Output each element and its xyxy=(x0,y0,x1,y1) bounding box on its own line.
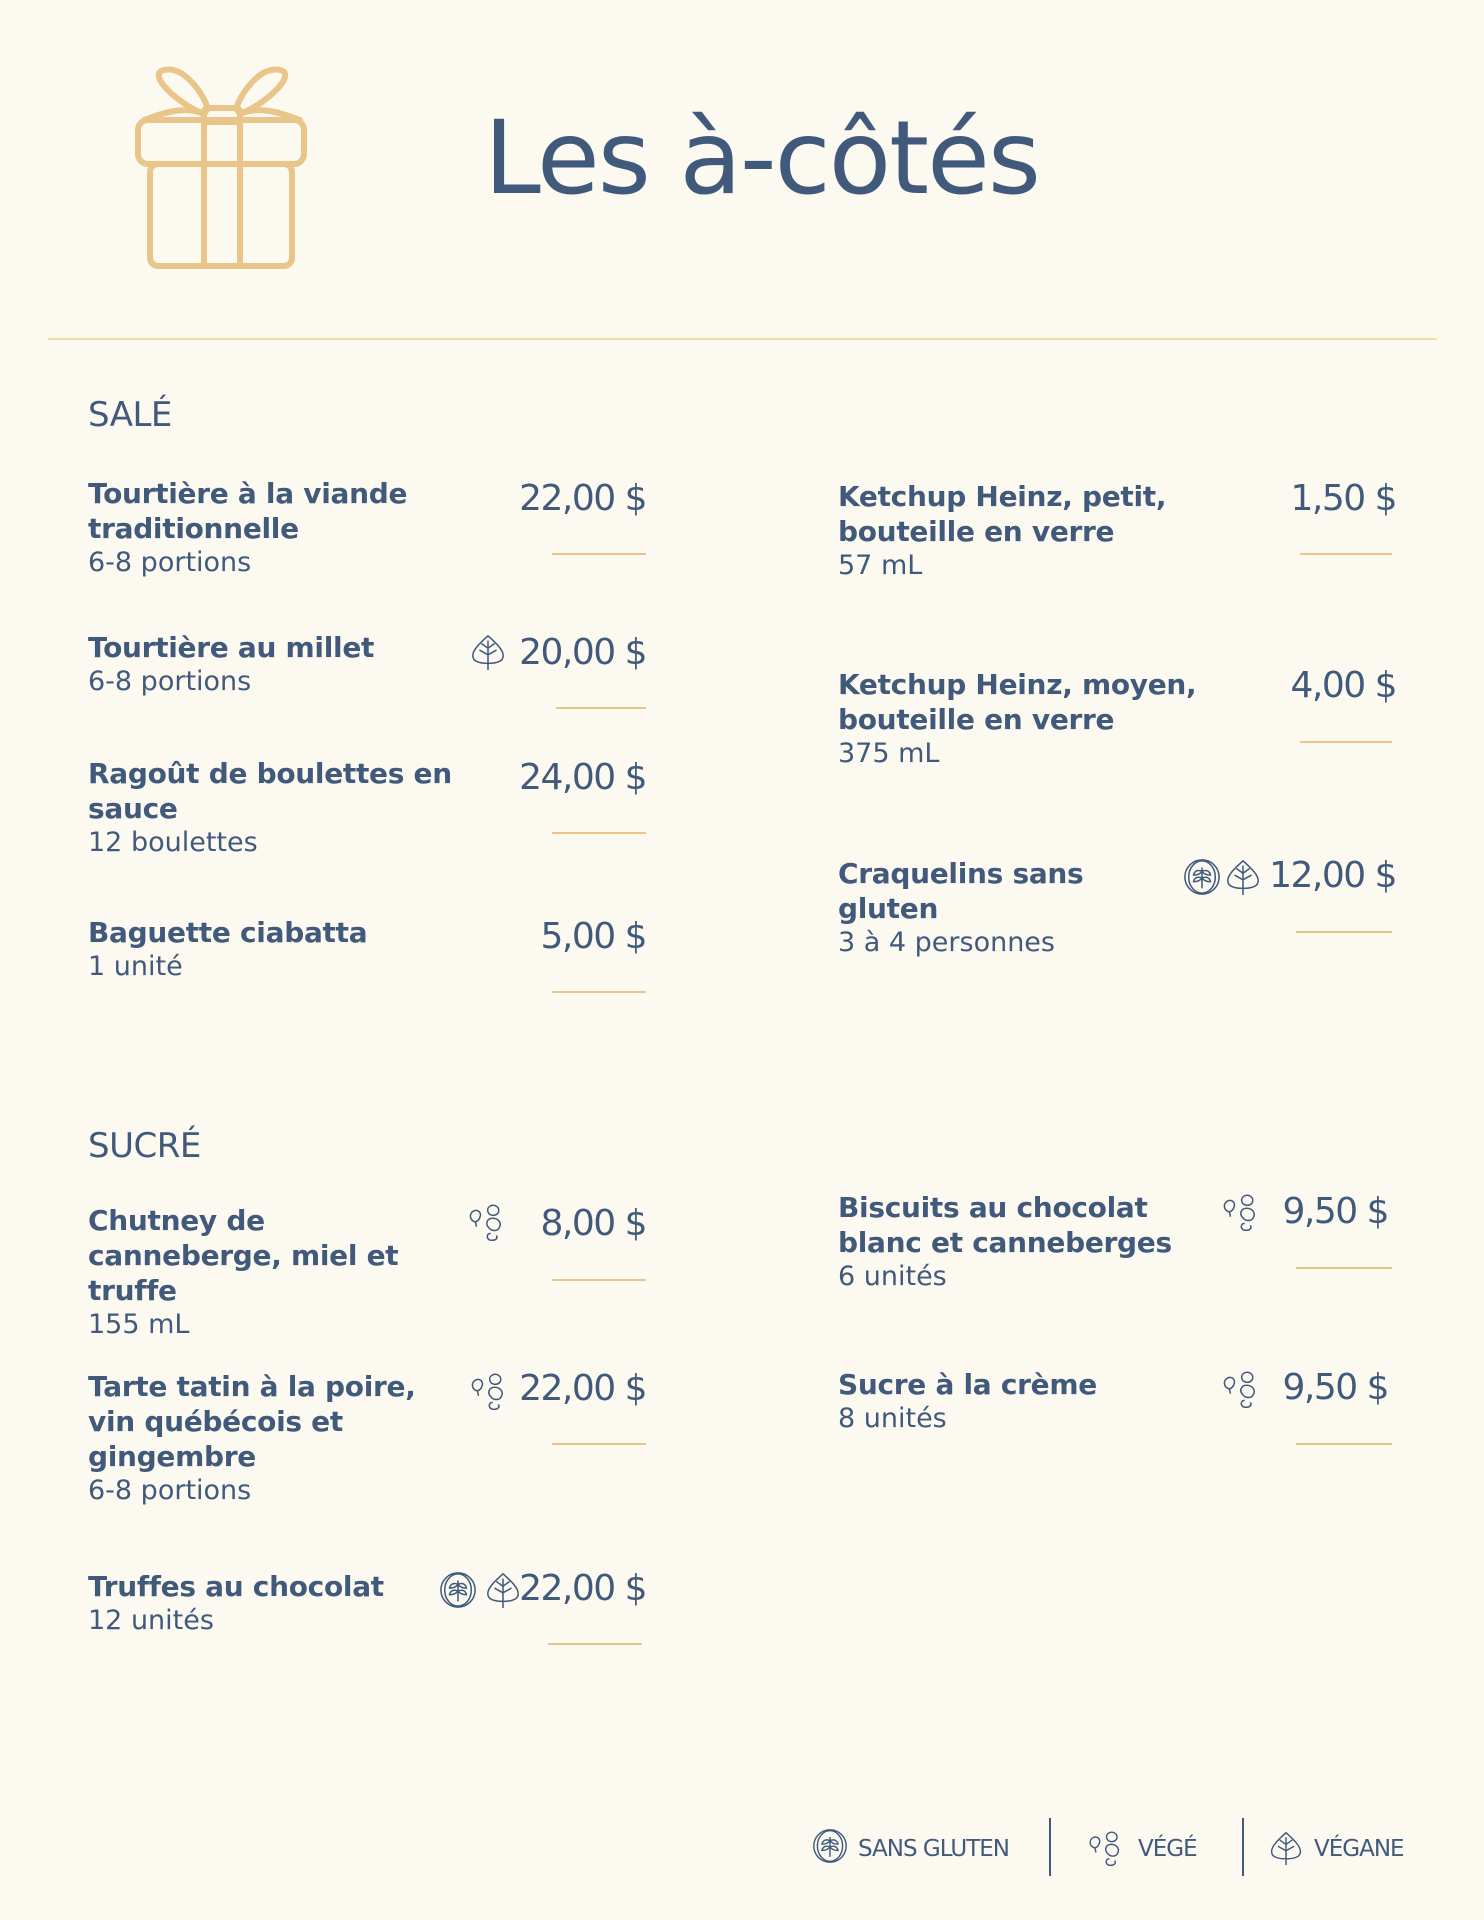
price-underline xyxy=(1300,553,1392,555)
item-desc: 6-8 portions xyxy=(88,547,252,578)
item-name: Baguette ciabatta xyxy=(88,916,368,949)
item-desc: 375 mL xyxy=(838,738,940,769)
price-underline xyxy=(552,553,646,555)
legend-label-vegan: VÉGANE xyxy=(1314,1836,1404,1862)
item-price: 22,00 $ xyxy=(519,478,646,519)
item-name: Ragoût de boulettes en sauce xyxy=(88,757,452,825)
item-price: 5,00 $ xyxy=(540,916,646,957)
item-price: 22,00 $ xyxy=(519,1368,646,1409)
menu-item xyxy=(88,476,468,580)
vegan-icon xyxy=(469,633,507,671)
item-name: Tourtière au millet xyxy=(88,631,375,664)
page-title: Les à-côtés xyxy=(484,99,1040,218)
legend-divider xyxy=(1242,1818,1244,1876)
menu-item xyxy=(88,915,468,984)
legend-divider xyxy=(1049,1818,1051,1876)
menu-item xyxy=(88,630,468,699)
vegan-icon xyxy=(1268,1828,1304,1868)
item-price: 9,50 $ xyxy=(1282,1191,1388,1232)
price-underline xyxy=(552,1443,646,1445)
item-price: 20,00 $ xyxy=(519,632,646,673)
legend-label-gluten-free: SANS GLUTEN xyxy=(858,1836,1009,1862)
item-price: 8,00 $ xyxy=(540,1203,646,1244)
item-desc: 57 mL xyxy=(838,550,923,581)
item-price: 9,50 $ xyxy=(1282,1367,1388,1408)
item-price: 22,00 $ xyxy=(519,1568,646,1609)
price-underline xyxy=(552,1279,646,1281)
price-underline xyxy=(552,832,646,834)
item-desc: 6-8 portions xyxy=(88,666,252,697)
price-underline xyxy=(1300,741,1392,743)
item-name: Ketchup Heinz, moyen, bouteille en verre xyxy=(838,668,1197,736)
gluten-free-icon xyxy=(439,1571,477,1609)
menu-item xyxy=(88,1203,448,1342)
menu-item xyxy=(838,1367,1178,1436)
menu-item xyxy=(88,1369,448,1508)
item-name: Ketchup Heinz, petit, bouteille en verre xyxy=(838,480,1167,548)
item-price: 24,00 $ xyxy=(519,757,646,798)
menu-item xyxy=(88,1569,448,1638)
price-underline xyxy=(1296,1443,1392,1445)
item-desc: 6 unités xyxy=(838,1261,947,1292)
gift-icon xyxy=(128,64,314,272)
price-underline xyxy=(548,1643,642,1645)
menu-item xyxy=(838,667,1218,771)
item-name: Tarte tatin à la poire, vin québécois et gingembre xyxy=(88,1370,416,1473)
vegan-icon xyxy=(484,1571,522,1609)
header-divider xyxy=(48,338,1437,340)
item-price: 12,00 $ xyxy=(1269,855,1396,896)
item-desc: 155 mL xyxy=(88,1309,190,1340)
gluten-free-icon xyxy=(1183,858,1221,896)
vege-icon xyxy=(466,1203,504,1241)
vege-icon xyxy=(468,1372,506,1410)
section-heading-sucre: SUCRÉ xyxy=(88,1126,201,1166)
menu-item xyxy=(838,856,1158,960)
item-name: Chutney de canneberge, miel et truffe xyxy=(88,1204,399,1307)
gluten-free-icon xyxy=(812,1828,848,1864)
item-desc: 12 unités xyxy=(88,1605,214,1636)
vege-icon xyxy=(1220,1370,1258,1408)
item-desc: 12 boulettes xyxy=(88,827,258,858)
legend xyxy=(812,1818,1412,1878)
item-name: Craquelins sans gluten xyxy=(838,857,1084,925)
menu-item xyxy=(838,479,1218,583)
legend-label-vege: VÉGÉ xyxy=(1138,1836,1197,1862)
vegan-icon xyxy=(1224,858,1262,896)
item-desc: 3 à 4 personnes xyxy=(838,927,1055,958)
menu-item xyxy=(838,1190,1178,1294)
price-underline xyxy=(1296,931,1392,933)
menu-item xyxy=(88,756,468,860)
section-heading-sale: SALÉ xyxy=(88,395,172,435)
item-name: Biscuits au chocolat blanc et canneberges xyxy=(838,1191,1172,1259)
vege-icon xyxy=(1086,1828,1122,1868)
item-desc: 8 unités xyxy=(838,1403,947,1434)
item-name: Truffes au chocolat xyxy=(88,1570,384,1603)
price-underline xyxy=(556,707,646,709)
item-price: 1,50 $ xyxy=(1290,478,1396,519)
price-underline xyxy=(552,991,646,993)
item-name: Sucre à la crème xyxy=(838,1368,1097,1401)
item-desc: 6-8 portions xyxy=(88,1475,252,1506)
item-name: Tourtière à la viande traditionnelle xyxy=(88,477,408,545)
item-price: 4,00 $ xyxy=(1290,665,1396,706)
item-desc: 1 unité xyxy=(88,951,183,982)
vege-icon xyxy=(1220,1193,1258,1231)
price-underline xyxy=(1296,1267,1392,1269)
